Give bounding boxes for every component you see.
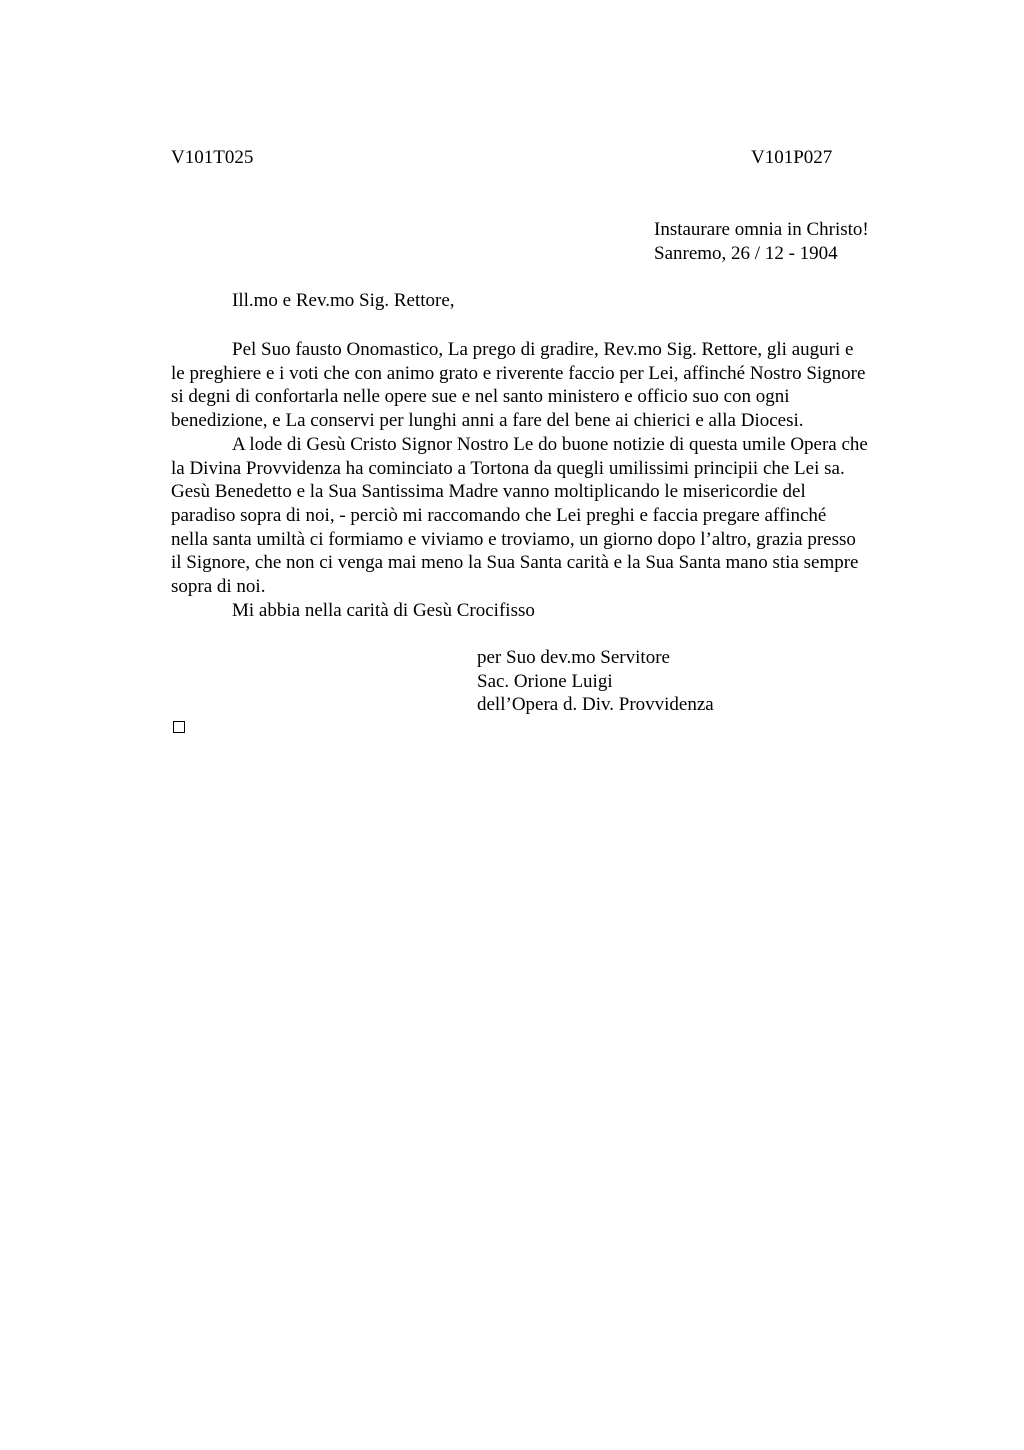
motto-line: Instaurare omnia in Christo! (654, 219, 869, 240)
body-line: il Signore, che non ci venga mai meno la Sua Santa carità e la Sua Santa mano stia sempre (171, 552, 859, 574)
place-date-line: Sanremo, 26 / 12 - 1904 (654, 243, 838, 264)
body-line: sopra di noi. (171, 576, 266, 598)
empty-square-icon (173, 721, 185, 733)
signature-block (477, 646, 714, 717)
body-line: Gesù Benedetto e la Sua Santissima Madre vanno moltiplicando le misericordie del (171, 481, 806, 503)
body-line: nella santa umiltà ci formiamo e viviamo e troviamo, un giorno dopo l’altro, grazia presso (171, 528, 856, 550)
signer-name: Sac. Orione Luigi (477, 670, 613, 692)
body-line: benedizione, e La conservi per lunghi anni a fare del bene ai chierici e alla Diocesi. (171, 410, 804, 432)
closing-line: per Suo dev.mo Servitore (477, 647, 670, 668)
signer-affiliation: dell’Opera d. Div. Provvidenza (477, 694, 714, 715)
letter-body (171, 338, 931, 622)
body-line: paradiso sopra di noi, - perciò mi raccomando che Lei preghi e faccia pregare affinché (171, 504, 827, 526)
body-line: Pel Suo fausto Onomastico, La prego di gradire, Rev.mo Sig. Rettore, gli auguri e (232, 339, 854, 360)
body-line: le preghiere e i voti che con animo grato e riverente faccio per Lei, affinché Nostro Signore (171, 362, 866, 384)
body-line: A lode di Gesù Cristo Signor Nostro Le do buone notizie di questa umile Opera che (232, 433, 868, 455)
motto-and-date (654, 218, 869, 266)
salutation: Ill.mo e Rev.mo Sig. Rettore, (232, 290, 455, 311)
document-reference-right: V101P027 (751, 147, 833, 168)
body-line: si degni di confortarla nelle opere sue e nel santo ministero e officio suo con ogni (171, 386, 790, 408)
document-reference-left: V101T025 (171, 147, 254, 168)
body-line: Mi abbia nella carità di Gesù Crocifisso (232, 599, 535, 621)
body-line: la Divina Provvidenza ha cominciato a Tortona da quegli umilissimi principii che Lei sa. (171, 457, 845, 479)
